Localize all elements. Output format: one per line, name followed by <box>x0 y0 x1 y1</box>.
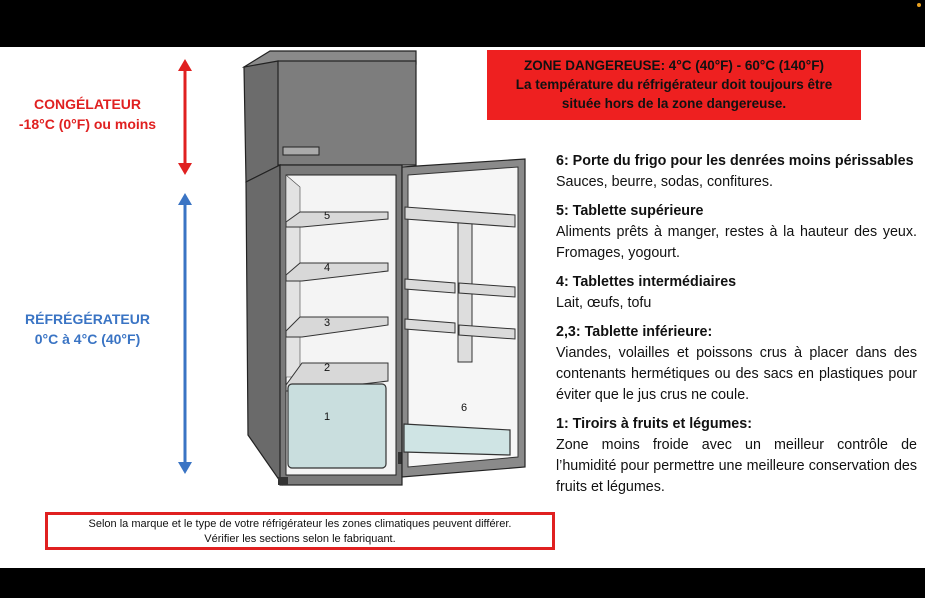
manufacturer-note <box>45 512 555 550</box>
fridge-label-temp: 0°C à 4°C (40°F) <box>34 331 141 347</box>
legend-item-4 <box>556 272 917 314</box>
freezer-label-title: CONGÉLATEUR <box>33 96 142 112</box>
danger-zone-line2: La température du réfrigérateur doit toujours être <box>515 77 833 92</box>
shelf-number-1: 1 <box>323 411 331 423</box>
legend-heading: 2,3: Tablette inférieure: <box>556 324 713 340</box>
legend-description: Viandes, volailles et poissons crus à placer dans des contenants hermétiques ou des sacs en plastiques pour éviter que le jus crus ne coule. <box>556 345 917 403</box>
legend-item-5 <box>556 201 917 264</box>
danger-zone-line3: située hors de la zone dangereuse. <box>561 96 787 111</box>
freezer-range-arrow <box>178 59 192 175</box>
legend-item-2-3 <box>556 322 917 406</box>
window-indicator-dot <box>917 3 921 7</box>
legend-description: Aliments prêts à manger, restes à la hauteur des yeux. Fromages, yogourt. <box>556 224 917 261</box>
freezer-label <box>10 94 165 134</box>
shelf-number-6: 6 <box>460 402 468 414</box>
shelf-number-2: 2 <box>323 362 331 374</box>
note-line2: Vérifier les sections selon le fabriquant. <box>204 533 396 545</box>
legend-item-6 <box>556 151 917 193</box>
slide <box>0 47 925 568</box>
freezer-label-temp: -18°C (0°F) ou moins <box>18 116 157 132</box>
shelf-number-3: 3 <box>323 317 331 329</box>
fridge-range-arrow <box>178 193 192 474</box>
shelf-number-4: 4 <box>323 262 331 274</box>
legend-item-1 <box>556 414 917 498</box>
fridge-label <box>10 309 165 349</box>
legend-description: Lait, œufs, tofu <box>556 295 652 311</box>
legend-heading: 4: Tablettes intermédiaires <box>556 274 737 290</box>
note-line1: Selon la marque et le type de votre réfrigérateur les zones climatiques peuvent différer. <box>88 518 512 530</box>
legend-heading: 1: Tiroirs à fruits et légumes: <box>556 416 752 432</box>
shelf-number-5: 5 <box>323 210 331 222</box>
legend-heading: 5: Tablette supérieure <box>556 203 704 219</box>
zone-legend <box>556 151 917 506</box>
legend-heading: 6: Porte du frigo pour les denrées moins périssables <box>556 153 914 169</box>
fridge-door-open <box>402 159 525 477</box>
legend-description: Zone moins froide avec un meilleur contrôle de l’humidité pour permettre une meilleure conservation des fruits et légumes. <box>556 437 917 495</box>
crisper-drawer <box>288 384 386 468</box>
danger-zone-title: ZONE DANGEREUSE: 4°C (40°F) - 60°C (140°F) <box>524 58 824 73</box>
fridge-label-title: RÉFRÉGÉRATEUR <box>25 311 150 327</box>
legend-description: Sauces, beurre, sodas, confitures. <box>556 174 773 190</box>
danger-zone-box <box>487 50 861 120</box>
